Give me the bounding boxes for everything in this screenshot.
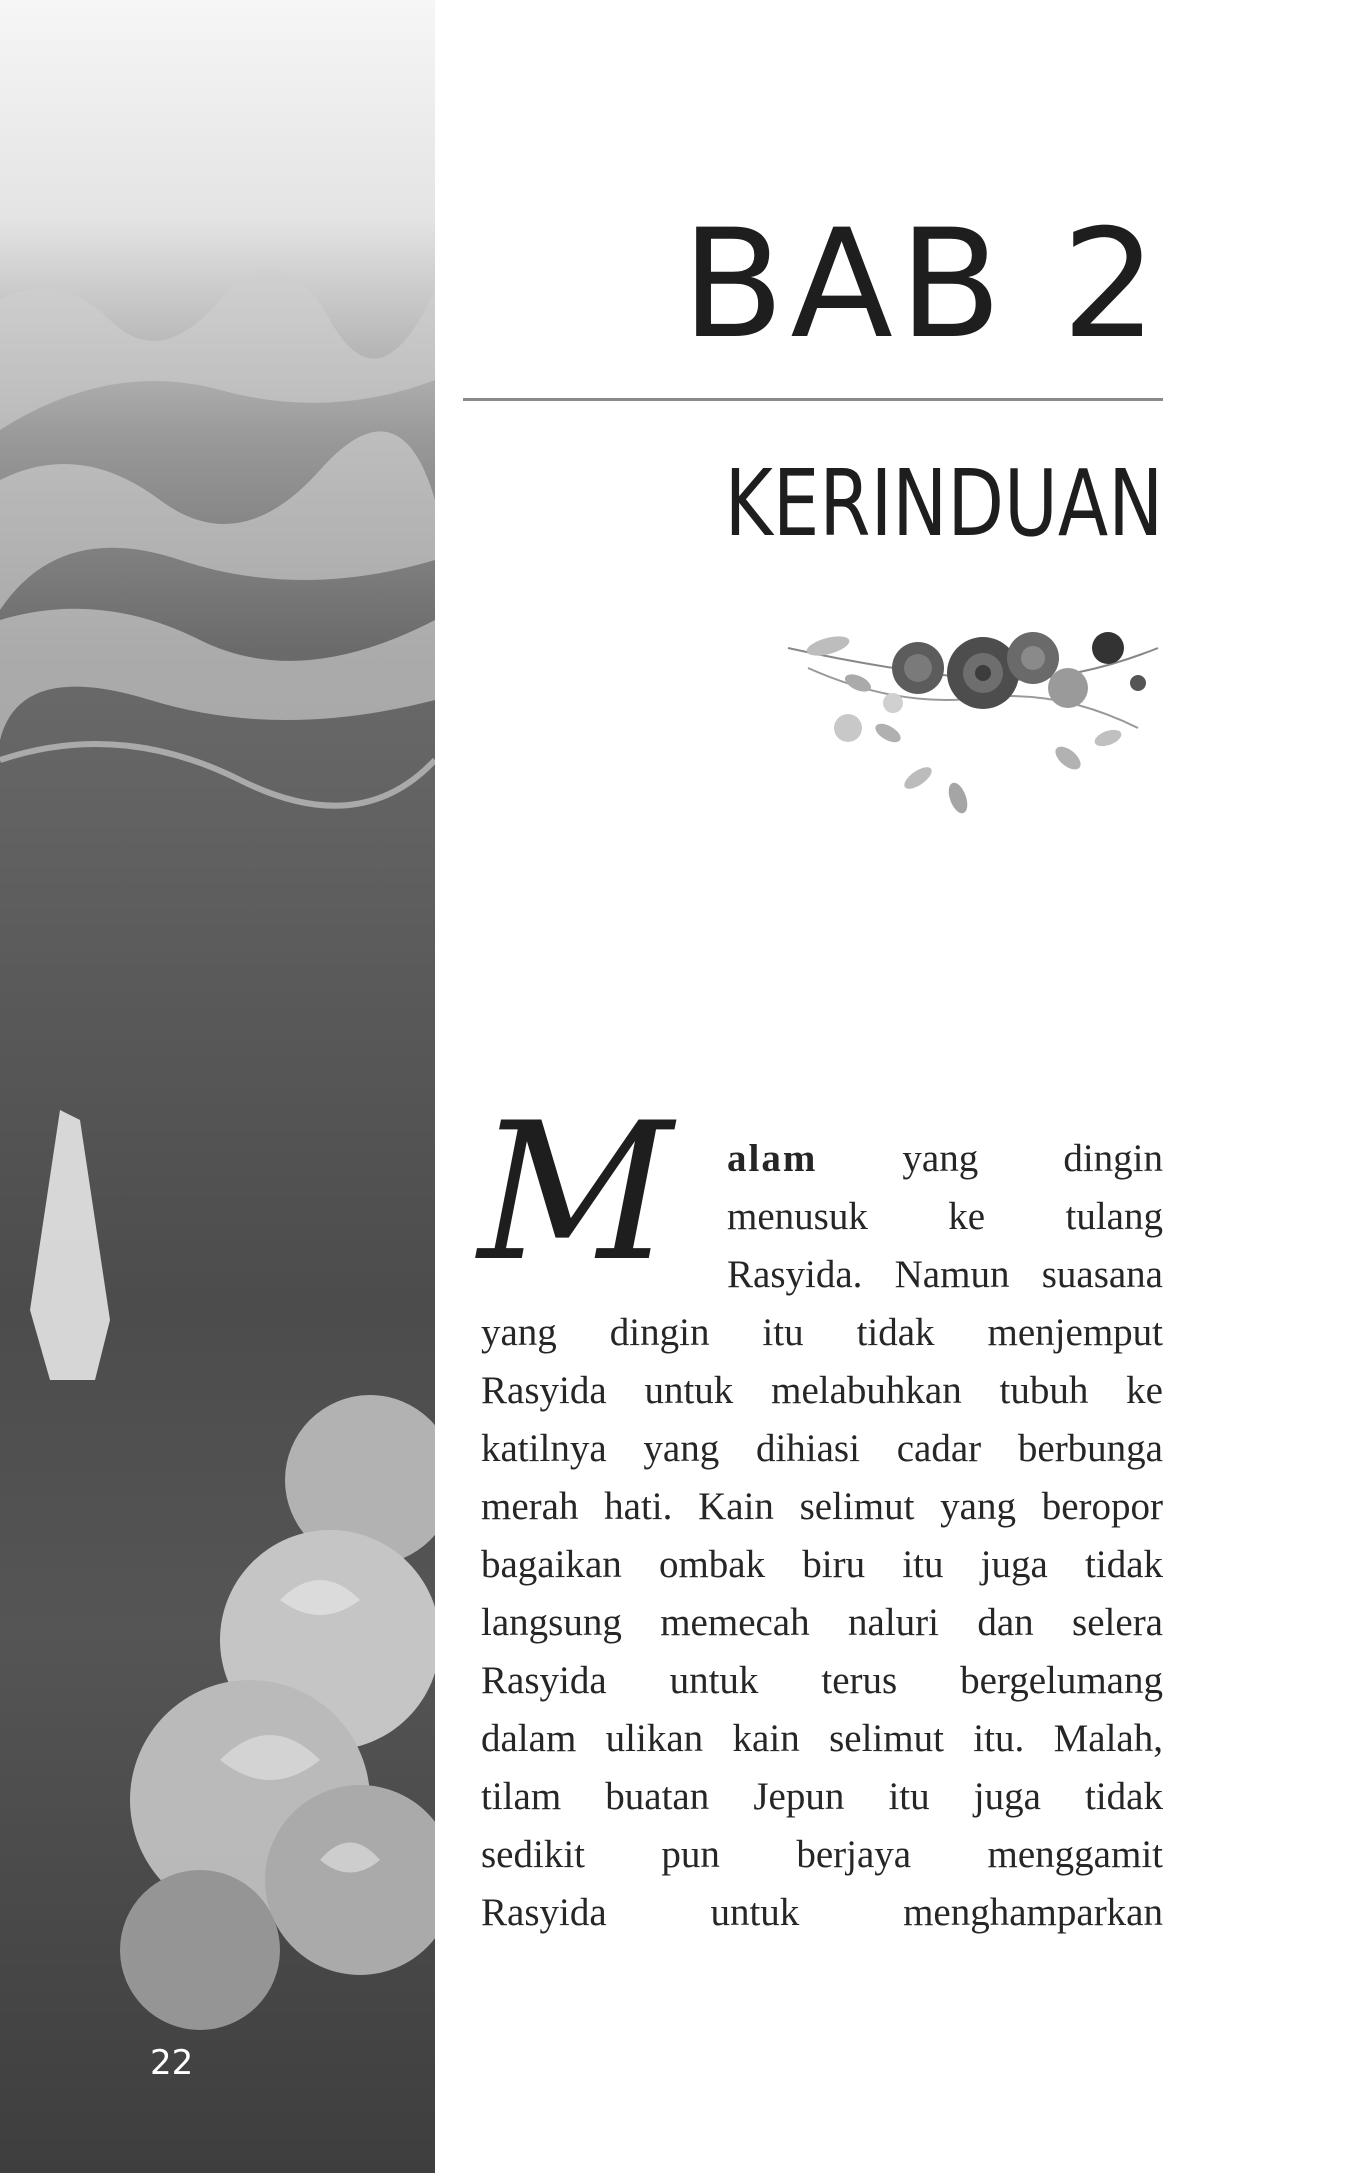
chapter-number: BAB 2	[681, 198, 1163, 372]
body-line: menusuk ke tulang	[727, 1195, 1163, 1238]
body-line: Rasyida. Namun suasana	[727, 1253, 1163, 1296]
body-line: tilam buatan Jepun itu juga tidak	[481, 1775, 1163, 1818]
water-and-roses-photo-icon	[0, 0, 435, 2173]
body-line: merah hati. Kain selimut yang beropor	[481, 1485, 1163, 1528]
drop-cap: M	[478, 1082, 673, 1303]
body-line: yang dingin itu tidak menjemput	[481, 1311, 1163, 1354]
body-line: katilnya yang dihiasi cadar berbunga	[481, 1427, 1163, 1470]
first-line-rest: yang dingin	[902, 1137, 1163, 1180]
body-line: bagaikan ombak biru itu juga tidak	[481, 1543, 1163, 1586]
body-paragraph	[481, 1130, 1163, 1942]
page-number: 22	[150, 2043, 194, 2083]
body-line: Rasyida untuk terus bergelumang	[481, 1659, 1163, 1702]
lead-word: alam	[727, 1137, 818, 1180]
chapter-title: KERINDUAN	[724, 450, 1163, 557]
side-photo	[0, 0, 435, 2173]
body-line: dalam ulikan kain selimut itu. Malah,	[481, 1717, 1163, 1760]
floral-rose-ornament-icon	[778, 608, 1164, 818]
body-line: Rasyida untuk melabuhkan tubuh ke	[481, 1369, 1163, 1412]
title-divider	[463, 398, 1163, 401]
body-line	[727, 1130, 1163, 1188]
body-line: sedikit pun berjaya menggamit	[481, 1833, 1163, 1876]
body-line: Rasyida untuk menghamparkan	[481, 1891, 1163, 1934]
body-line: langsung memecah naluri dan selera	[481, 1601, 1163, 1644]
